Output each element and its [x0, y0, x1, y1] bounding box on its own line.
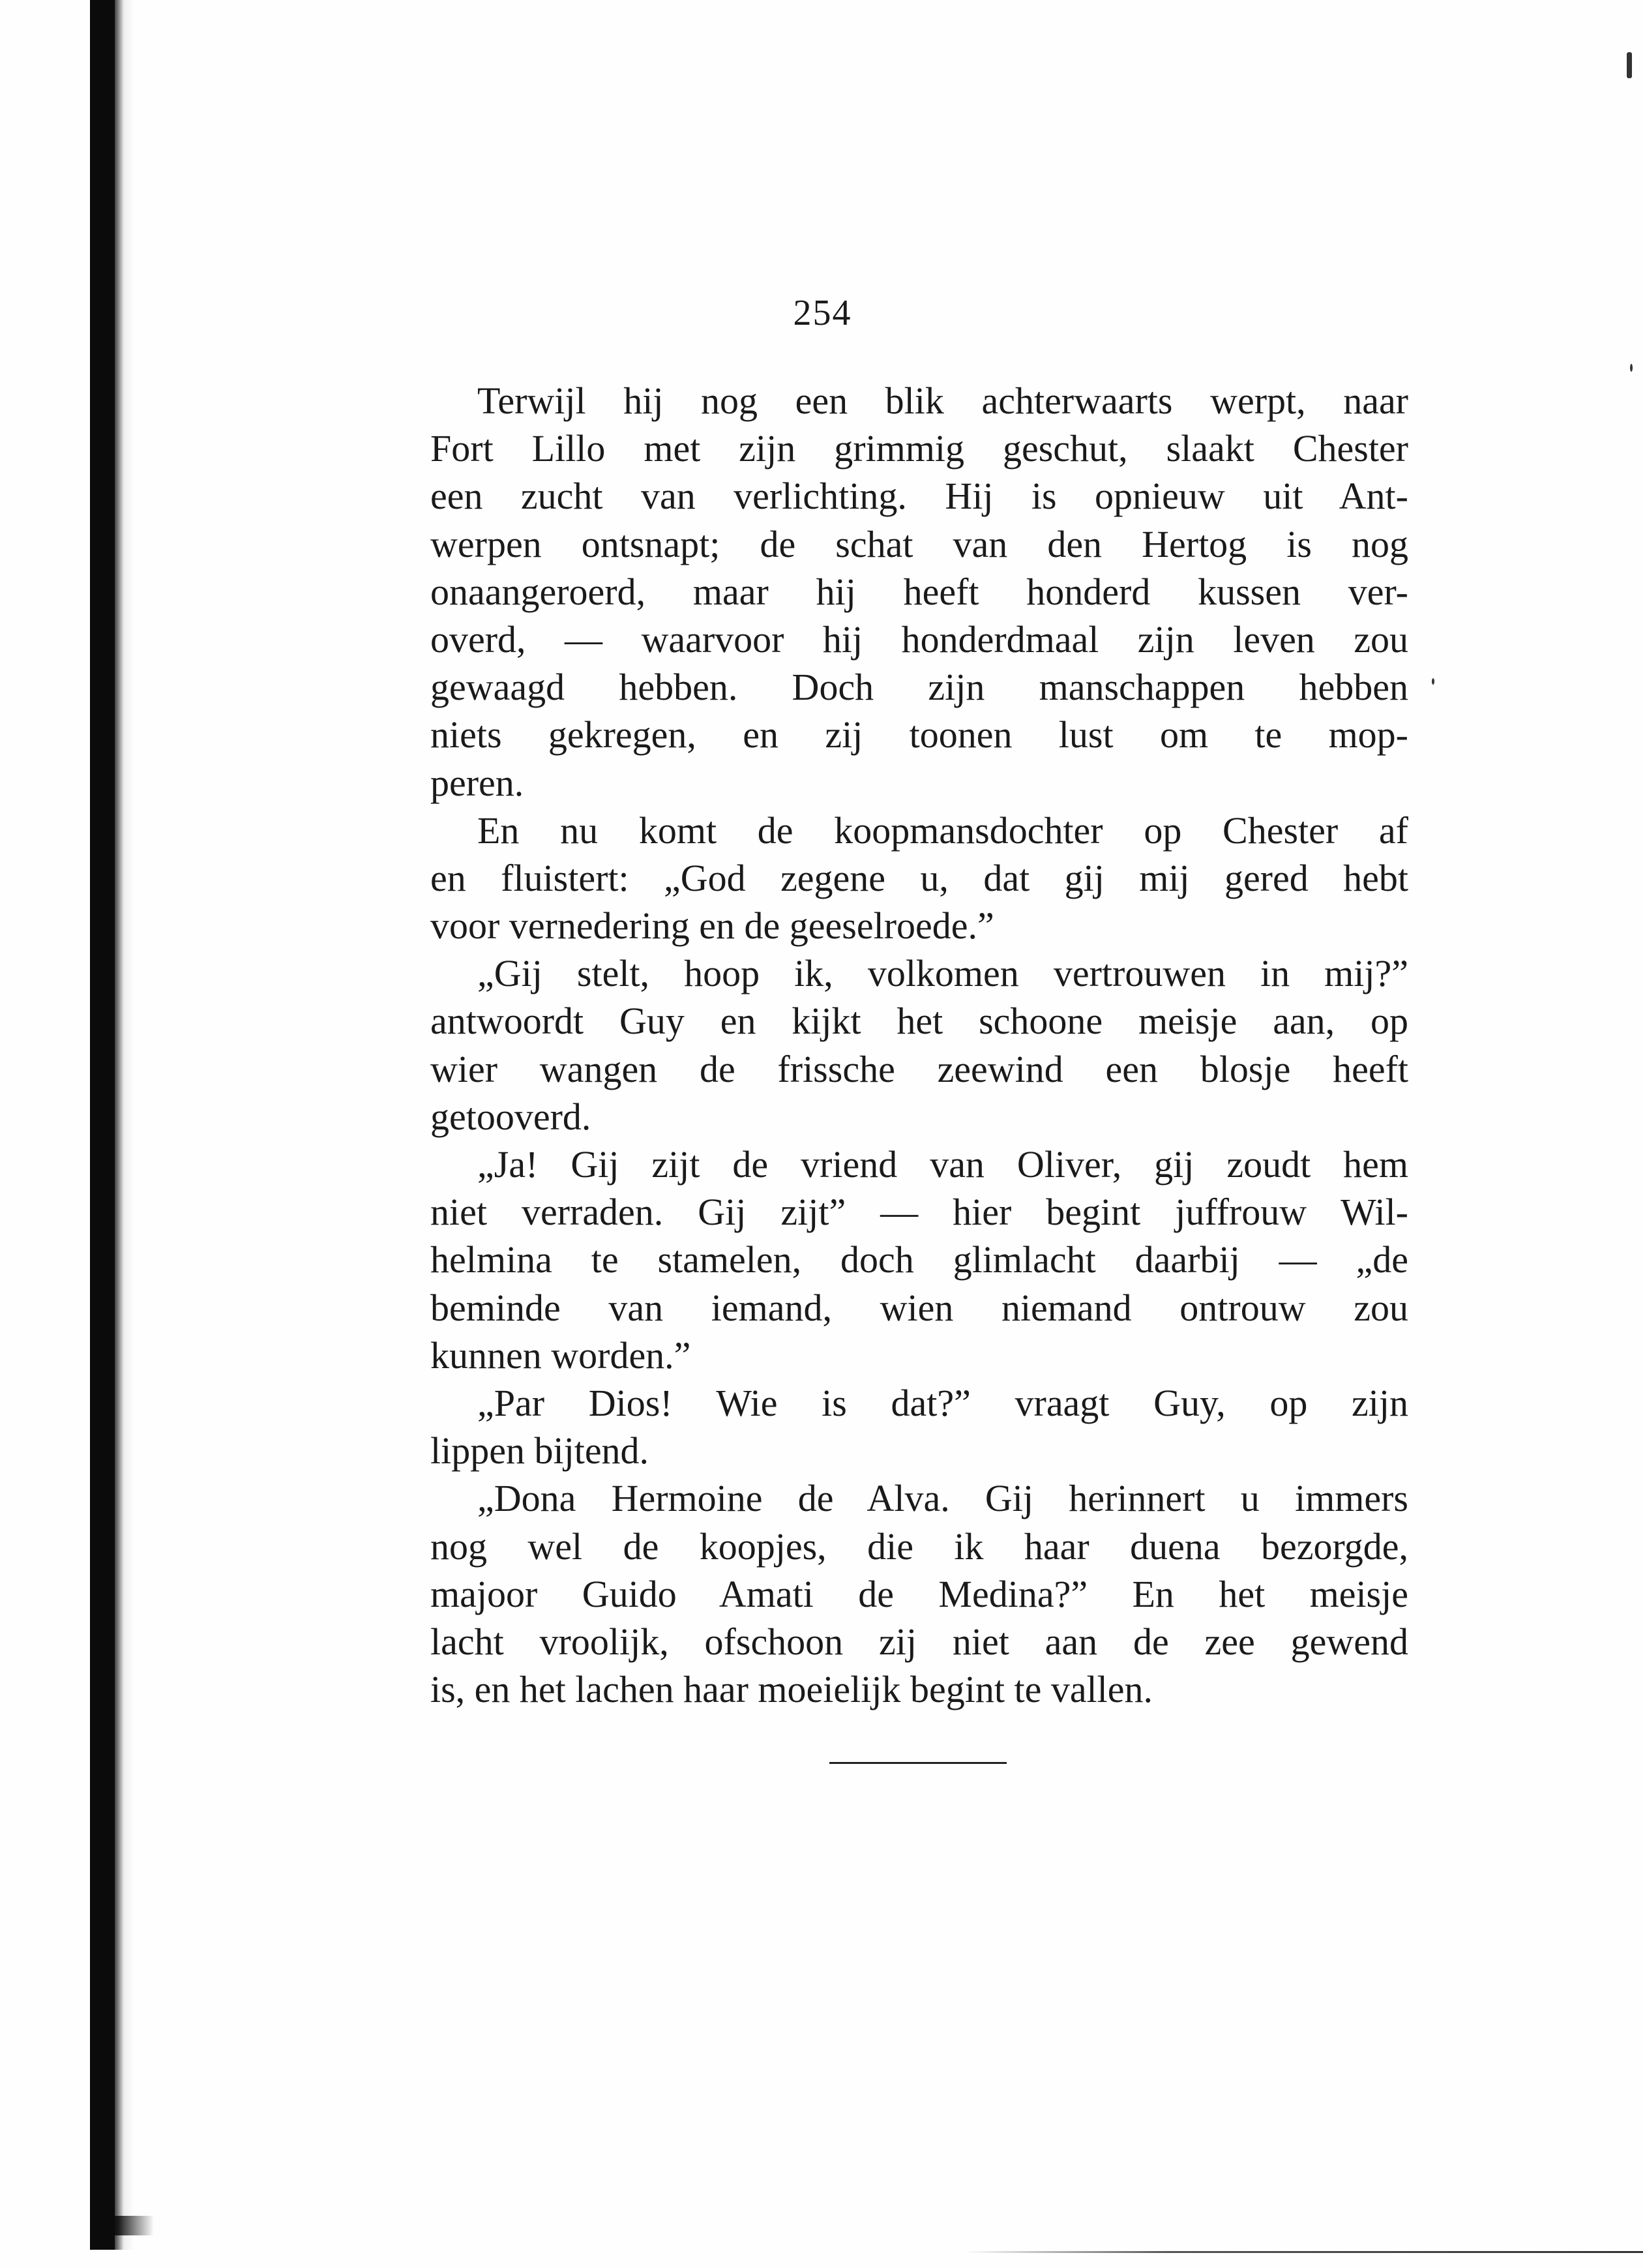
text-line: gewaagd hebben. Doch zijn manschappen hebben: [430, 666, 1408, 709]
text-line: kunnen worden.”: [430, 1334, 691, 1377]
text-line: onaangeroerd, maar hij heeft honderd kussen ver-: [430, 570, 1408, 613]
body-text: [430, 377, 1408, 1713]
scan-speck: [1630, 364, 1633, 372]
text-line: niets gekregen, en zij toonen lust om te mop-: [430, 713, 1408, 756]
text-line: getooverd.: [430, 1095, 591, 1138]
scan-speck: [1627, 52, 1632, 78]
text-line: helmina te stamelen, doch glimlacht daarbij — „de: [430, 1238, 1408, 1281]
text-line: „Gij stelt, hoop ik, volkomen vertrouwen in mij?”: [477, 952, 1408, 995]
text-line: overd, — waarvoor hij honderdmaal zijn leven zou: [430, 618, 1408, 661]
book-binding-edge: [90, 0, 115, 2250]
text-line: „Dona Hermoine de Alva. Gij herinnert u immers: [477, 1477, 1408, 1520]
text-line: wier wangen de frissche zeewind een blosje heeft: [430, 1047, 1408, 1090]
text-line: Terwijl hij nog een blik achterwaarts werpt, naar: [477, 380, 1408, 422]
page-number: 254: [793, 293, 852, 333]
text-line: Fort Lillo met zijn grimmig geschut, slaakt Chester: [430, 427, 1408, 470]
text-line: een zucht van verlichting. Hij is opnieuw uit Ant-: [430, 475, 1408, 518]
text-line: beminde van iemand, wien niemand ontrouw zou: [430, 1286, 1408, 1329]
text-line: „Par Dios! Wie is dat?” vraagt Guy, op zijn: [477, 1381, 1408, 1424]
text-line: lacht vroolijk, ofschoon zij niet aan de zee gewend: [430, 1620, 1408, 1663]
scan-speck: [1432, 678, 1434, 685]
text-line: En nu komt de koopmansdochter op Chester af: [477, 809, 1408, 852]
scan-edge-line: [965, 2251, 1643, 2253]
text-line: werpen ontsnapt; de schat van den Hertog is nog: [430, 522, 1408, 565]
section-end-rule: [829, 1762, 1007, 1764]
text-line: nog wel de koopjes, die ik haar duena bezorgde,: [430, 1525, 1408, 1568]
binding-foot-mark: [115, 2216, 154, 2235]
text-line: peren.: [430, 761, 524, 804]
text-line: „Ja! Gij zijt de vriend van Oliver, gij zoudt hem: [477, 1143, 1408, 1186]
binding-shadow: [115, 0, 134, 2250]
text-line: niet verraden. Gij zijt” — hier begint juffrouw Wil-: [430, 1191, 1408, 1234]
text-line: majoor Guido Amati de Medina?” En het meisje: [430, 1572, 1408, 1615]
text-line: antwoordt Guy en kijkt het schoone meisje aan, op: [430, 1000, 1408, 1043]
text-line: en fluistert: „God zegene u, dat gij mij gered hebt: [430, 856, 1408, 899]
text-line: is, en het lachen haar moeielijk begint te vallen.: [430, 1668, 1153, 1711]
text-line: lippen bijtend.: [430, 1429, 649, 1472]
text-line: voor vernedering en de geeselroede.”: [430, 904, 994, 947]
